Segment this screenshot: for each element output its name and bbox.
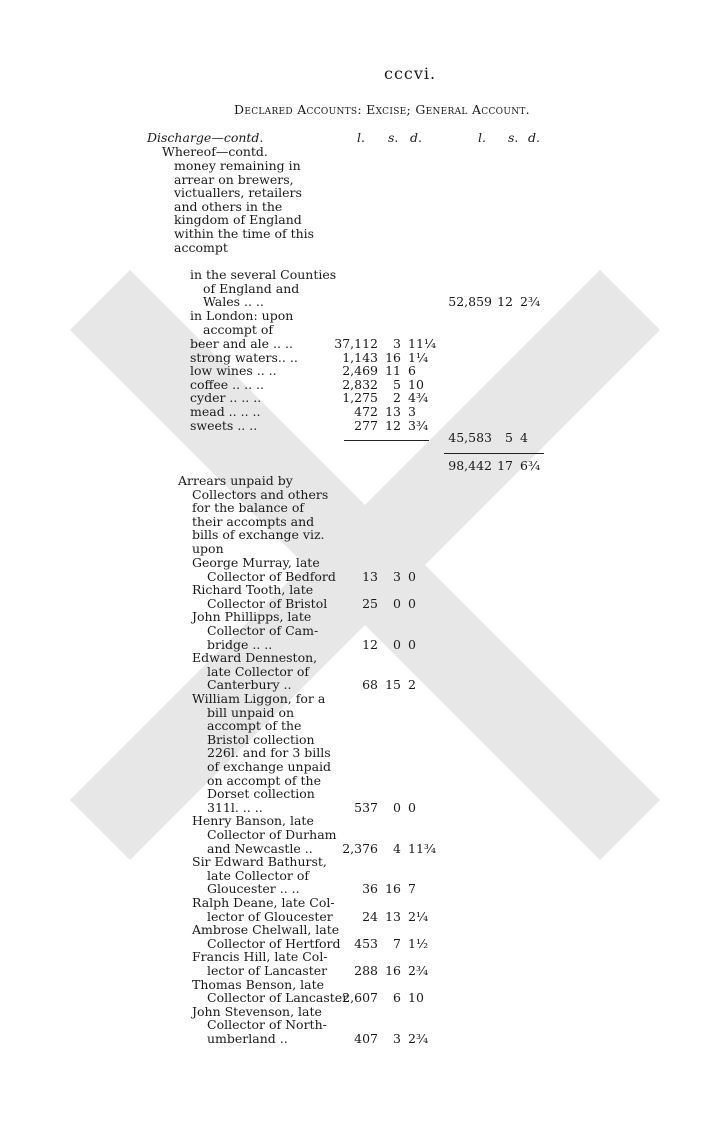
page-heading: Declared Accounts: Excise; General Account. <box>234 102 530 117</box>
collector-amount-shillings: 3 <box>393 568 401 584</box>
collector-line: Collector of Lancaster <box>207 990 349 1006</box>
counties-amount-shillings: 12 <box>497 294 513 310</box>
collector-amount-pounds: 68 <box>362 677 378 693</box>
collector-amount-pence: 2 <box>408 677 416 693</box>
collector-amount-shillings: 15 <box>385 677 401 693</box>
collector-line: Gloucester .. .. <box>207 881 300 897</box>
collector-line: Collector of Durham <box>207 827 337 842</box>
collector-line: late Collector of <box>207 867 309 883</box>
collector-line: lector of Gloucester <box>207 908 333 924</box>
collector-amount-pounds: 25 <box>362 595 378 611</box>
collector-line: on accompt of the <box>207 772 321 788</box>
london-item-label: sweets .. .. <box>190 417 258 433</box>
london-line: in London: upon <box>190 308 294 323</box>
collector-line: Dorset collection <box>207 786 315 802</box>
london-item-label: cyder .. .. .. <box>190 390 262 406</box>
london-item-pence: 3¾ <box>408 417 429 433</box>
collector-amount-pence: 0 <box>408 595 416 611</box>
collector-line: Collector of Bristol <box>207 595 328 611</box>
collector-amount-pence: 0 <box>408 799 416 815</box>
grand-total-pence: 6¾ <box>520 458 541 473</box>
collector-amount-pounds: 453 <box>354 935 378 951</box>
london-item-pounds: 472 <box>354 404 378 419</box>
col-header-d1: d. <box>410 130 422 145</box>
col-header-d2: d. <box>528 130 540 145</box>
london-total-shillings: 5 <box>505 430 513 445</box>
counties-line: of England and <box>203 280 300 296</box>
london-item-shillings: 13 <box>385 404 401 419</box>
collector-line: and Newcastle .. <box>207 840 313 856</box>
collector-amount-pence: 1½ <box>408 935 429 951</box>
whereof-label: Whereof—contd. <box>162 144 268 159</box>
money-arrear-line: arrear on brewers, <box>174 171 294 187</box>
money-arrear-line: kingdom of England <box>174 212 302 228</box>
money-arrear-line: money remaining in <box>174 158 301 173</box>
collector-amount-pence: 2¾ <box>408 1031 429 1046</box>
london-item-pence: 1¼ <box>408 349 429 365</box>
grand-total-pounds: 98,442 <box>448 458 492 473</box>
collector-line: 311l. .. .. <box>207 799 263 815</box>
collector-amount-shillings: 16 <box>385 963 401 978</box>
col-header-s2: s. <box>508 130 519 145</box>
collector-amount-pence: 2¾ <box>408 963 429 978</box>
grand-total-shillings: 17 <box>497 458 513 473</box>
collector-amount-pounds: 407 <box>354 1031 378 1046</box>
london-item-shillings: 12 <box>385 417 401 433</box>
collector-amount-pence: 10 <box>408 990 424 1006</box>
counties-line: in the several Counties <box>190 267 337 282</box>
london-item-label: beer and ale .. .. <box>190 336 293 351</box>
london-item-pounds: 277 <box>354 417 378 433</box>
collector-line: Collector of Bedford <box>207 568 336 584</box>
collector-amount-pence: 11¾ <box>408 840 437 856</box>
london-total-pence: 4 <box>520 430 528 445</box>
collector-line: Ralph Deane, late Col- <box>192 895 335 910</box>
collector-amount-pounds: 537 <box>354 799 378 815</box>
collector-amount-pounds: 36 <box>362 881 378 897</box>
money-arrear-line: and others in the <box>174 198 283 214</box>
collector-amount-pounds: 12 <box>362 636 378 652</box>
london-item-label: coffee .. .. .. <box>190 376 264 392</box>
london-item-label: low wines .. .. <box>190 363 277 379</box>
london-total-pounds: 45,583 <box>448 430 492 445</box>
arrears-line: their accompts and <box>192 513 315 529</box>
collector-line: Ambrose Chelwall, late <box>192 922 340 938</box>
collector-amount-shillings: 3 <box>393 1031 401 1046</box>
collector-amount-shillings: 7 <box>393 935 401 951</box>
arrears-line: for the balance of <box>192 500 305 516</box>
collector-amount-pence: 0 <box>408 636 416 652</box>
london-item-pounds: 1,275 <box>342 390 378 406</box>
collector-line: bill unpaid on <box>207 704 295 720</box>
collector-line: Collector of Cam- <box>207 623 319 638</box>
collector-line: bridge .. .. <box>207 636 273 652</box>
london-item-pence: 6 <box>408 363 416 379</box>
collector-line: John Stevenson, late <box>192 1003 322 1019</box>
collector-line: Bristol collection <box>207 731 315 747</box>
page-folio: cccvi. <box>384 64 437 83</box>
col-header-s1: s. <box>388 130 399 145</box>
collector-amount-shillings: 4 <box>393 840 401 856</box>
collector-line: 226l. and for 3 bills <box>207 745 331 761</box>
collector-line: umberland .. <box>207 1031 288 1046</box>
collector-line: Henry Banson, late <box>192 813 314 829</box>
subtotal-rule <box>344 440 429 441</box>
total-rule <box>444 453 544 454</box>
london-item-pence: 3 <box>408 404 416 419</box>
collector-line: Collector of Hertford <box>207 935 341 951</box>
money-arrear-line: accompt <box>174 239 228 255</box>
discharge-label: Discharge—contd. <box>147 130 264 145</box>
london-item-pounds: 1,143 <box>342 349 378 365</box>
collector-amount-shillings: 0 <box>393 636 401 652</box>
arrears-line: Arrears unpaid by <box>178 473 293 488</box>
london-item-pounds: 37,112 <box>334 336 378 351</box>
london-item-shillings: 5 <box>393 376 401 392</box>
collector-line: late Collector of <box>207 663 309 679</box>
counties-amount-pence: 2¾ <box>520 294 541 310</box>
london-item-pounds: 2,832 <box>342 376 378 392</box>
arrears-line: bills of exchange viz. <box>192 527 325 543</box>
london-item-label: strong waters.. .. <box>190 349 298 365</box>
collector-amount-pence: 0 <box>408 568 416 584</box>
collector-line: lector of Lancaster <box>207 963 328 978</box>
collector-line: Richard Tooth, late <box>192 582 314 598</box>
london-item-shillings: 16 <box>385 349 401 365</box>
collector-amount-shillings: 0 <box>393 799 401 815</box>
collector-amount-pounds: 24 <box>362 908 378 924</box>
collector-amount-pence: 2¼ <box>408 908 429 924</box>
london-line: accompt of <box>203 321 273 337</box>
money-arrear-line: within the time of this <box>174 226 315 241</box>
money-arrear-line: victuallers, retailers <box>174 185 302 201</box>
collector-line: accompt of the <box>207 718 302 734</box>
col-header-l2: l. <box>478 130 486 145</box>
counties-line: Wales .. .. <box>203 294 264 310</box>
collector-line: William Liggon, for a <box>192 691 326 706</box>
london-item-shillings: 11 <box>385 363 401 379</box>
collector-line: John Phillipps, late <box>192 609 312 625</box>
london-item-shillings: 3 <box>393 336 401 351</box>
collector-amount-shillings: 6 <box>393 990 401 1006</box>
collector-amount-shillings: 13 <box>385 908 401 924</box>
collector-amount-pounds: 2,376 <box>342 840 378 856</box>
collector-amount-shillings: 0 <box>393 595 401 611</box>
collector-line: Edward Denneston, <box>192 650 318 666</box>
collector-line: Sir Edward Bathurst, <box>192 854 327 870</box>
london-item-pence: 10 <box>408 376 424 392</box>
collector-line: Thomas Benson, late <box>192 976 325 992</box>
collector-line: Canterbury .. <box>207 677 292 693</box>
london-item-label: mead .. .. .. <box>190 404 261 419</box>
col-header-l1: l. <box>357 130 365 145</box>
arrears-line: Collectors and others <box>192 486 329 502</box>
collector-amount-pence: 7 <box>408 881 416 897</box>
london-item-pounds: 2,469 <box>342 363 378 379</box>
collector-amount-shillings: 16 <box>385 881 401 897</box>
london-item-pence: 11¼ <box>408 336 437 351</box>
collector-line: Francis Hill, late Col- <box>192 949 328 965</box>
collector-line: George Murray, late <box>192 555 320 570</box>
collector-amount-pounds: 2,607 <box>342 990 378 1006</box>
arrears-line: upon <box>192 541 224 556</box>
london-item-shillings: 2 <box>393 390 401 406</box>
counties-amount-pounds: 52,859 <box>448 294 492 310</box>
london-item-pence: 4¾ <box>408 390 429 406</box>
collector-line: of exchange unpaid <box>207 759 332 774</box>
collector-amount-pounds: 288 <box>354 963 378 978</box>
collector-amount-pounds: 13 <box>362 568 378 584</box>
collector-line: Collector of North- <box>207 1017 327 1033</box>
